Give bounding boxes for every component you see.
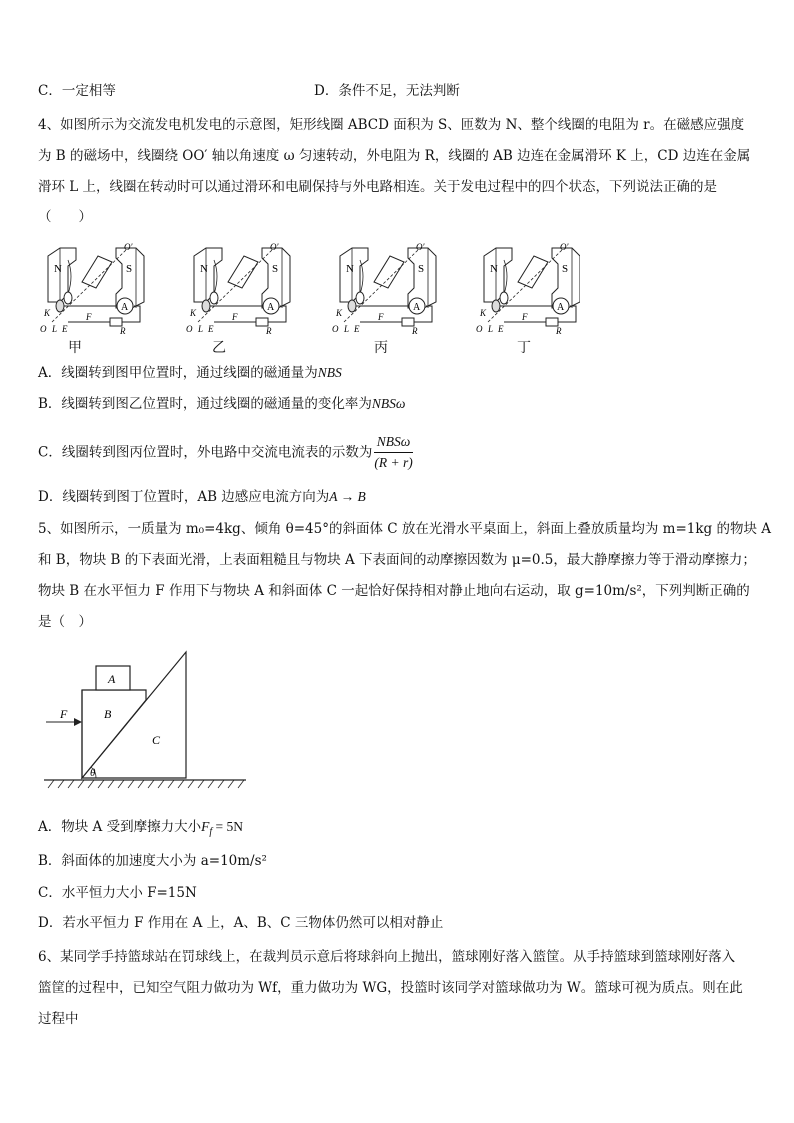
label-b: B xyxy=(104,707,112,721)
q4-stem-line-3: 滑环 L 上，线圈在转动时可以通过滑环和电刷保持与外电路相连。关于发电过程中的四个状态，下列说法正确的是 xyxy=(38,179,718,195)
q4-option-c-fraction xyxy=(374,433,412,472)
option-d-prev: D．条件不足，无法判断 xyxy=(314,83,460,99)
q4-option-b-text: B．线圈转到图乙位置时，通过线圈的磁通量的变化率为 xyxy=(38,396,372,412)
q5-option-a-text: A．物块 A 受到摩擦力大小 xyxy=(38,819,202,835)
q4-option-c xyxy=(38,433,413,472)
q4-option-b xyxy=(38,395,405,413)
q6-stem-line-1: 6、某同学手持篮球站在罚球线上，在裁判员示意后将球斜向上抛出，篮球刚好落入篮筐。从手持篮球到篮球刚好落入 xyxy=(38,949,736,965)
label-f: F xyxy=(60,707,68,721)
q5-option-c: C．水平恒力大小 F=15N xyxy=(38,885,197,901)
generator-figures xyxy=(40,236,580,336)
q4-option-c-text: C．线圈转到图丙位置时，外电路中交流电流表的示数为 xyxy=(38,444,373,461)
q5-stem-line-4: 是（ ） xyxy=(38,614,92,630)
figure-label-jia: 甲 xyxy=(68,340,82,356)
q5-option-d: D．若水平恒力 F 作用在 A 上，A、B、C 三物体仍然可以相对静止 xyxy=(38,915,444,931)
q6-stem-line-3: 过程中 xyxy=(38,1011,79,1027)
q5-option-a-sub: f xyxy=(209,826,213,838)
q5-option-a-math: F xyxy=(201,819,210,834)
figure-label-ding: 丁 xyxy=(517,340,531,356)
q4-option-a xyxy=(38,364,342,382)
option-c-prev: C．一定相等 xyxy=(38,83,116,99)
q6-stem-line-2: 篮筐的过程中，已知空气阻力做功为 Wf，重力做功为 WG，投篮时该同学对篮球做功为 W。篮球可视为质点。则在此 xyxy=(38,980,743,996)
label-a: A xyxy=(108,672,116,686)
q5-option-a-rest: = 5N xyxy=(212,819,243,834)
q4-option-a-text: A．线圈转到图甲位置时，通过线圈的磁通量为 xyxy=(38,365,318,381)
fraction-denominator: (R + r) xyxy=(374,455,413,470)
label-c: C xyxy=(152,733,161,747)
figure-label-yi: 乙 xyxy=(212,340,226,356)
q4-option-b-math: NBSω xyxy=(371,396,406,411)
q4-stem-line-2: 为 B 的磁场中，线圈绕 OO′ 轴以角速度 ω 匀速转动，外电阻为 R，线圈的 AB 边连在金属滑环 K 上，CD 边连在金属 xyxy=(38,148,751,164)
q5-option-b: B．斜面体的加速度大小为 a=10m/s² xyxy=(38,853,267,869)
fraction-numerator: NBSω xyxy=(374,433,412,453)
q5-stem-line-1: 5、如图所示，一质量为 m₀=4kg、倾角 θ=45°的斜面体 C 放在光滑水平桌面上，斜面上叠放质量均为 m=1kg 的物块 A xyxy=(38,521,772,537)
q5-option-a xyxy=(38,818,243,842)
label-theta: θ xyxy=(90,767,96,779)
q5-stem-line-3: 物块 B 在水平恒力 F 作用下与物块 A 和斜面体 C 一起恰好保持相对静止地向右运动，取 g=10m/s²，下列判断正确的 xyxy=(38,583,750,599)
figure-label-bing: 丙 xyxy=(374,340,388,356)
incline-block-figure xyxy=(40,646,250,796)
q4-option-a-math: NBS xyxy=(317,365,342,380)
q4-option-d-math: A → B xyxy=(329,489,366,504)
q4-option-d xyxy=(38,488,366,506)
q4-stem-line-4: （ ） xyxy=(38,209,92,225)
q4-stem-line-1: 4、如图所示为交流发电机发电的示意图，矩形线圈 ABCD 面积为 S、匝数为 N、整个线圈的电阻为 r。在磁感应强度 xyxy=(38,117,745,133)
q4-option-d-text: D．线圈转到图丁位置时，AB 边感应电流方向为 xyxy=(38,489,330,505)
q5-stem-line-2: 和 B，物块 B 的下表面光滑，上表面粗糙且与物块 A 下表面间的动摩擦因数为 μ=0.5，最大静摩擦力等于滑动摩擦力； xyxy=(38,552,756,568)
